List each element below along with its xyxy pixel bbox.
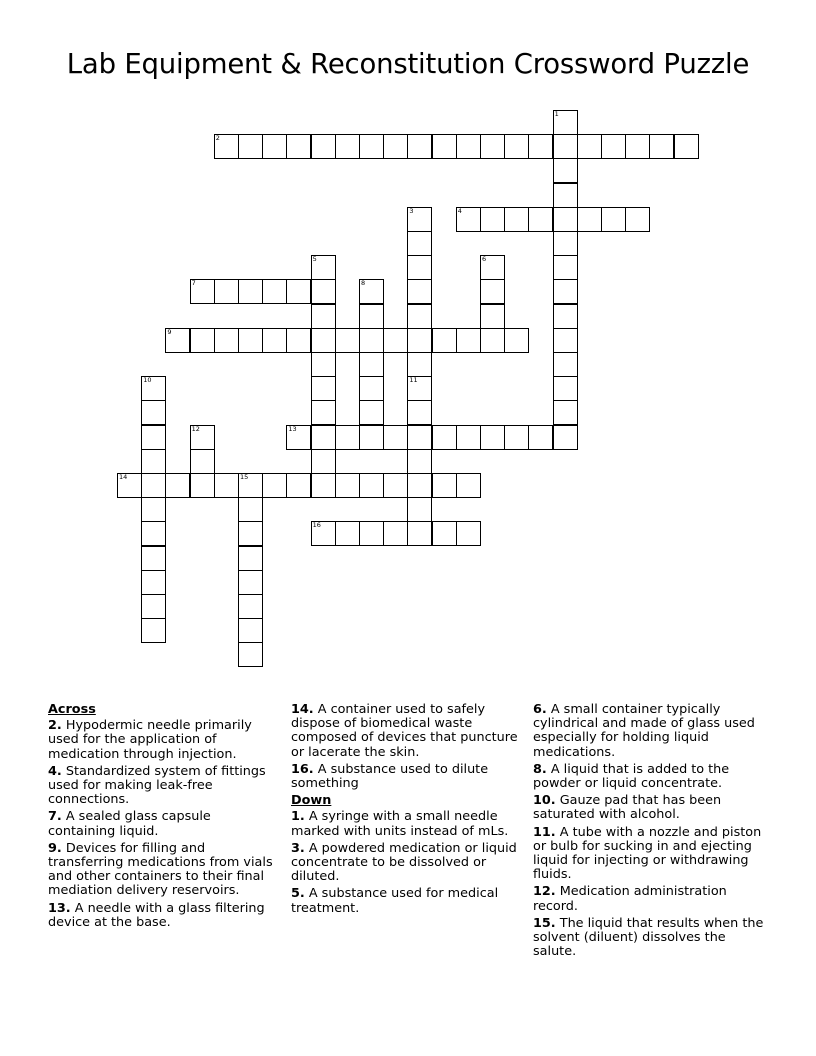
grid-cell[interactable] <box>190 425 215 450</box>
grid-cell[interactable] <box>553 328 578 353</box>
across-heading: Across <box>48 702 96 717</box>
grid-cell[interactable] <box>359 304 384 329</box>
grid-cell[interactable] <box>480 328 505 353</box>
clue-down-12: 12. Medication administration record. <box>533 884 727 914</box>
grid-cell[interactable] <box>214 473 239 498</box>
grid-cell[interactable] <box>383 473 408 498</box>
grid-cell[interactable] <box>553 376 578 401</box>
grid-cell[interactable] <box>407 376 432 401</box>
grid-cell[interactable] <box>311 400 336 425</box>
grid-cell[interactable] <box>407 521 432 546</box>
cell-number: 2 <box>215 134 220 143</box>
grid-cell[interactable] <box>625 207 650 232</box>
grid-cell[interactable] <box>407 449 432 474</box>
grid-cell[interactable] <box>311 521 336 546</box>
clue-across-4: 4. Standardized system of fittings used for making leak-free connections. <box>48 763 266 808</box>
grid-cell[interactable] <box>335 328 360 353</box>
clue-down-10: 10. Gauze pad that has been saturated with alcohol. <box>533 793 722 823</box>
cell-number: 5 <box>312 255 317 264</box>
grid-cell[interactable] <box>286 473 311 498</box>
grid-cell[interactable] <box>311 473 336 498</box>
grid-cell[interactable] <box>238 473 263 498</box>
grid-cell[interactable] <box>577 134 602 159</box>
grid-cell[interactable] <box>407 255 432 280</box>
grid-cell[interactable] <box>311 352 336 377</box>
grid-cell[interactable] <box>407 497 432 522</box>
grid-cell[interactable] <box>577 207 602 232</box>
cell-number: 11 <box>409 376 418 385</box>
grid-cell[interactable] <box>214 279 239 304</box>
cell-number: 16 <box>312 521 321 530</box>
cell-number: 15 <box>240 473 249 481</box>
grid-cell[interactable] <box>456 328 481 353</box>
grid-cell[interactable] <box>335 473 360 498</box>
grid-cell[interactable] <box>649 134 674 159</box>
grid-cell[interactable] <box>480 255 505 280</box>
grid-cell[interactable] <box>141 594 166 619</box>
grid-cell[interactable] <box>456 207 481 232</box>
grid-cell[interactable] <box>311 304 336 329</box>
grid-cell[interactable] <box>359 352 384 377</box>
grid-cell[interactable] <box>528 207 553 232</box>
grid-cell[interactable] <box>674 134 699 159</box>
down-heading: Down <box>291 793 332 809</box>
grid-cell[interactable] <box>141 400 166 425</box>
grid-cell[interactable] <box>311 376 336 401</box>
grid-cell[interactable] <box>407 231 432 256</box>
grid-cell[interactable] <box>553 183 578 208</box>
grid-cell[interactable] <box>311 255 336 280</box>
grid-cell[interactable] <box>407 134 432 159</box>
grid-cell[interactable] <box>262 473 287 498</box>
clue-down-11: 11. A tube with a nozzle and piston or bulb for sucking in and ejecting liquid for injecting or withdrawing fluids. <box>533 824 762 883</box>
grid-cell[interactable] <box>359 328 384 353</box>
clue-column-3 <box>533 703 771 962</box>
grid-cell[interactable] <box>528 134 553 159</box>
grid-cell[interactable] <box>238 521 263 546</box>
grid-cell[interactable] <box>456 473 481 498</box>
clue-down-15: 15. The liquid that results when the solvent (diluent) dissolves the salute. <box>533 915 764 960</box>
grid-cell[interactable] <box>286 425 311 450</box>
grid-cell[interactable] <box>504 328 529 353</box>
grid-cell[interactable] <box>335 521 360 546</box>
grid-cell[interactable] <box>262 134 287 159</box>
grid-cell[interactable] <box>335 134 360 159</box>
grid-cell[interactable] <box>383 328 408 353</box>
clue-column-1 <box>48 703 280 933</box>
grid-cell[interactable] <box>553 352 578 377</box>
grid-cell[interactable] <box>480 207 505 232</box>
grid-cell[interactable] <box>238 279 263 304</box>
grid-cell[interactable] <box>238 594 263 619</box>
grid-cell[interactable] <box>141 425 166 450</box>
grid-cell[interactable] <box>286 279 311 304</box>
grid-cell[interactable] <box>141 497 166 522</box>
grid-cell[interactable] <box>214 328 239 353</box>
grid-cell[interactable] <box>165 473 190 498</box>
clue-across-16: 16. A substance used to dilute something <box>291 761 489 792</box>
grid-cell[interactable] <box>141 618 166 643</box>
clue-across-9: 9. Devices for filling and transferring medications from vials and other containers to their final mediation delivery reservoirs. <box>48 840 273 899</box>
cell-number: 13 <box>288 424 297 433</box>
grid-cell[interactable] <box>190 279 215 304</box>
grid-cell[interactable] <box>432 328 457 353</box>
grid-cell[interactable] <box>407 400 432 425</box>
cell-number: 12 <box>191 424 200 433</box>
grid-cell[interactable] <box>480 425 505 450</box>
clue-across-2: 2. Hypodermic needle primarily used for the application of medication through injection. <box>48 718 252 762</box>
cell-number: 8 <box>361 279 366 288</box>
grid-cell[interactable] <box>286 134 311 159</box>
grid-cell[interactable] <box>456 134 481 159</box>
grid-cell[interactable] <box>407 425 432 450</box>
grid-cell[interactable] <box>625 134 650 159</box>
grid-cell[interactable] <box>238 134 263 159</box>
cell-number: 10 <box>143 376 152 385</box>
grid-cell[interactable] <box>141 449 166 474</box>
grid-cell[interactable] <box>456 425 481 450</box>
clue-down-8: 8. A liquid that is added to the powder or liquid concentrate. <box>533 761 730 792</box>
grid-cell[interactable] <box>359 473 384 498</box>
grid-cell[interactable] <box>407 328 432 353</box>
grid-cell[interactable] <box>214 134 239 159</box>
grid-cell[interactable] <box>432 425 457 450</box>
grid-cell[interactable] <box>407 207 432 232</box>
grid-cell[interactable] <box>432 473 457 498</box>
clue-across-13: 13. A needle with a glass filtering device at the base. <box>48 900 265 930</box>
grid-cell[interactable] <box>383 134 408 159</box>
grid-cell[interactable] <box>262 279 287 304</box>
grid-cell[interactable] <box>456 521 481 546</box>
grid-cell[interactable] <box>553 231 578 256</box>
grid-cell[interactable] <box>311 134 336 159</box>
grid-cell[interactable] <box>553 134 578 159</box>
grid-cell[interactable] <box>311 449 336 474</box>
clue-down-3: 3. A powdered medication or liquid concentrate to be dissolved or diluted. <box>291 840 517 885</box>
grid-cell[interactable] <box>432 521 457 546</box>
grid-cell[interactable] <box>141 546 166 571</box>
grid-cell[interactable] <box>359 376 384 401</box>
grid-cell[interactable] <box>190 473 215 498</box>
grid-cell[interactable] <box>141 521 166 546</box>
grid-cell[interactable] <box>504 134 529 159</box>
page-title: Lab Equipment & Reconstitution Crossword Puzzle <box>66 48 750 80</box>
grid-cell[interactable] <box>359 400 384 425</box>
cell-number: 1 <box>554 110 559 118</box>
grid-cell[interactable] <box>311 425 336 450</box>
grid-cell[interactable] <box>141 376 166 401</box>
grid-cell[interactable] <box>553 158 578 183</box>
grid-cell[interactable] <box>238 546 263 571</box>
clue-down-5: 5. A substance used for medical treatment. <box>291 886 499 916</box>
grid-cell[interactable] <box>504 425 529 450</box>
grid-cell[interactable] <box>480 304 505 329</box>
cell-number: 7 <box>191 279 196 288</box>
grid-cell[interactable] <box>407 352 432 377</box>
grid-cell[interactable] <box>238 328 263 353</box>
grid-cell[interactable] <box>553 207 578 232</box>
grid-cell[interactable] <box>480 279 505 304</box>
grid-cell[interactable] <box>553 255 578 280</box>
clue-down-6: 6. A small container typically cylindrical and made of glass used especially for holding liquid medications. <box>533 702 755 760</box>
grid-cell[interactable] <box>553 400 578 425</box>
clue-across-7: 7. A sealed glass capsule containing liquid. <box>48 809 211 839</box>
clue-across-14: 14. A container used to safely dispose of biomedical waste composed of devices that puncture or lacerate the skin. <box>291 702 518 760</box>
grid-cell[interactable] <box>480 134 505 159</box>
grid-cell[interactable] <box>553 110 578 135</box>
grid-cell[interactable] <box>383 425 408 450</box>
cell-number: 3 <box>409 206 414 215</box>
grid-cell[interactable] <box>359 425 384 450</box>
grid-cell[interactable] <box>238 570 263 595</box>
grid-cell[interactable] <box>238 497 263 522</box>
cell-number: 14 <box>119 473 128 481</box>
grid-cell[interactable] <box>432 134 457 159</box>
grid-cell[interactable] <box>359 279 384 304</box>
grid-cell[interactable] <box>553 279 578 304</box>
grid-cell[interactable] <box>528 425 553 450</box>
grid-cell[interactable] <box>601 134 626 159</box>
grid-cell[interactable] <box>359 134 384 159</box>
grid-cell[interactable] <box>238 642 263 667</box>
grid-cell[interactable] <box>190 328 215 353</box>
clue-column-2 <box>291 703 527 919</box>
grid-cell[interactable] <box>553 304 578 329</box>
grid-cell[interactable] <box>407 473 432 498</box>
clue-down-1: 1. A syringe with a small needle marked with units instead of mLs. <box>291 809 509 839</box>
grid-cell[interactable] <box>190 449 215 474</box>
grid-cell[interactable] <box>504 207 529 232</box>
grid-cell[interactable] <box>286 328 311 353</box>
grid-cell[interactable] <box>238 618 263 643</box>
grid-cell[interactable] <box>407 304 432 329</box>
grid-cell[interactable] <box>601 207 626 232</box>
grid-cell[interactable] <box>262 328 287 353</box>
grid-cell[interactable] <box>335 425 360 450</box>
grid-cell[interactable] <box>553 425 578 450</box>
grid-cell[interactable] <box>407 279 432 304</box>
grid-cell[interactable] <box>117 473 142 498</box>
grid-cell[interactable] <box>311 279 336 304</box>
cell-number: 6 <box>482 255 487 264</box>
grid-cell[interactable] <box>359 521 384 546</box>
grid-cell[interactable] <box>383 521 408 546</box>
grid-cell[interactable] <box>165 328 190 353</box>
grid-cell[interactable] <box>141 570 166 595</box>
cell-number: 4 <box>457 206 462 215</box>
grid-cell[interactable] <box>311 328 336 353</box>
cell-number: 9 <box>167 327 172 336</box>
grid-cell[interactable] <box>141 473 166 498</box>
